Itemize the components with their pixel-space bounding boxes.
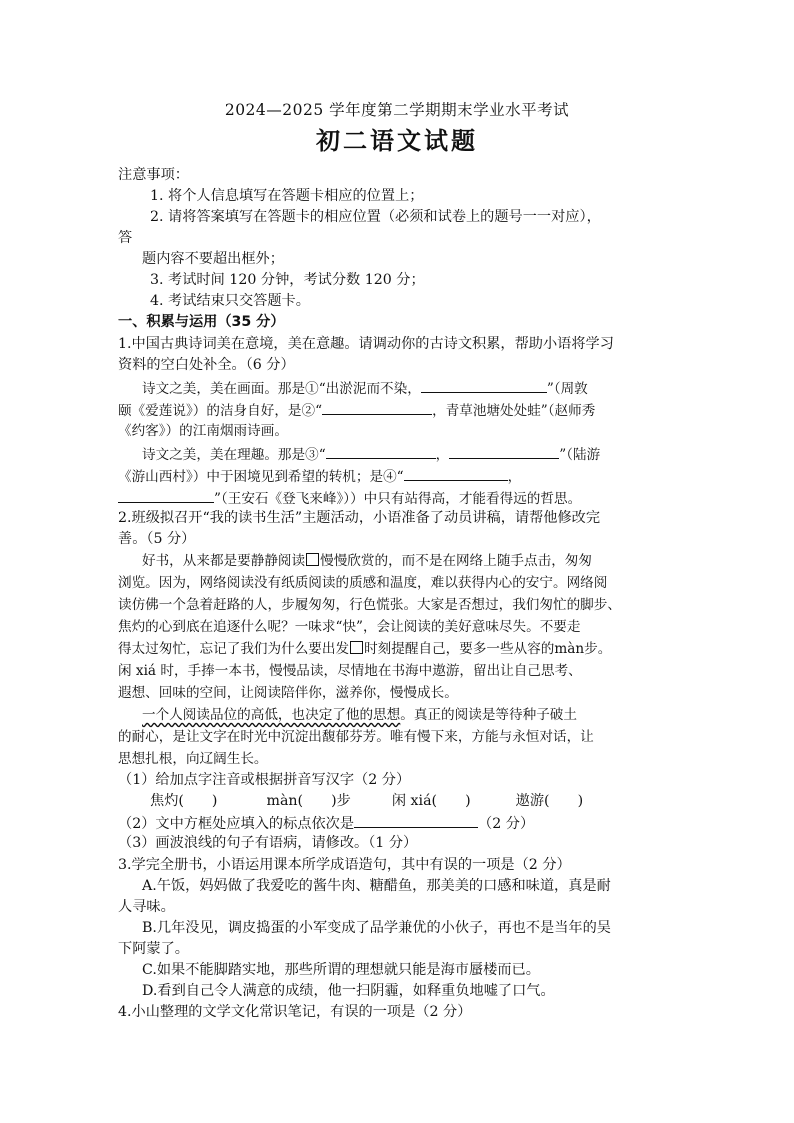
answer-blank-punctuation[interactable] (354, 813, 478, 828)
subject-title: 初二语文试题 (316, 127, 478, 155)
q2-sub1-items (150, 792, 710, 810)
q3-option-a-line2: 人寻味。 (118, 899, 175, 915)
q1-p1-line3: 《约客》）的江南烟雨诗画。 (118, 423, 288, 439)
section-1-heading: 一、积累与运用（35 分） (118, 314, 285, 330)
note-item-1: 1. 将个人信息填写在答题卡相应的位置上； (150, 188, 424, 204)
q1-p2-text-f: ”（王安石《登飞来峰》））中只有站得高，才能看得远的哲思。 (214, 491, 582, 507)
q2-passage-line3: 读仿佛一个急着赶路的人，步履匆匆，行色慌张。大家是否想过，我们匆忙的脚步、 (118, 597, 621, 613)
note-item-4: 4. 考试结束只交答题卡。 (150, 293, 310, 309)
q3-option-b-line2: 下阿蒙了。 (118, 941, 189, 957)
q2-passage-line9: 的耐心，是让文字在时光中沉淀出馥郁芬芳。唯有慢下来，方能与永恒对话，让 (118, 729, 594, 745)
q1-p2-text-d: 《游山西村》）中于困境见到希望的转机；是④“ (118, 469, 404, 485)
q2-sub1: （1）给加点字注音或根据拼音写汉字（2 分） (118, 772, 411, 788)
q2-passage-text-1a: 好书，从来都是要静静阅读 (142, 553, 306, 569)
q2-sub1-item-c: 闲 xiá( (391, 793, 438, 809)
answer-blank-1[interactable] (421, 378, 547, 393)
q2-passage-text-1b: 慢慢欣赏的，而不是在网络上随手点击，匆匆 (320, 553, 592, 569)
q3-option-a-line1: A.午饭，妈妈做了我爱吃的酱牛肉、糖醋鱼，那美美的口感和味道，真是耐 (142, 878, 611, 894)
q1-stem-line2: 资料的空白处补全。（6 分） (118, 357, 295, 373)
q2-sub2-text-a: （2）文中方框处应填入的标点依次是 (118, 816, 355, 832)
q1-p1-text-c: 颐《爱莲说》）的洁身自好，是②“ (118, 403, 323, 419)
q2-sub1-item-a: 焦灼( (150, 793, 184, 809)
q2-sub1-item-d: 遨游( (515, 793, 550, 809)
answer-blank-3a[interactable] (326, 444, 436, 459)
q2-stem-line2: 善。（5 分） (118, 531, 196, 547)
answer-blank-3b[interactable] (449, 444, 559, 459)
note-item-3: 3. 考试时间 120 分钟，考试分数 120 分； (150, 272, 425, 288)
q2-passage-line10: 思想扎根，向辽阔生长。 (118, 751, 268, 767)
q3-option-b-line1: B.几年没见，调皮捣蛋的小军变成了品学兼优的小伙子，再也不是当年的吴 (142, 920, 611, 936)
q4-stem: 4.小山整理的文学文化常识笔记，有误的一项是（2 分） (118, 1004, 472, 1020)
punctuation-box-1 (306, 553, 319, 566)
exam-title: 2024—2025 学年度第二学期期末学业水平考试 (224, 101, 570, 119)
q2-passage-line2: 浏览。因为，网络阅读没有纸质阅读的质感和温度，难以获得内心的安宁。网络阅 (118, 575, 608, 591)
q2-passage-line1 (142, 552, 702, 570)
q2-passage-line7: 遐想、回味的空间，让阅读陪伴你，滋养你，慢慢成长。 (118, 685, 458, 701)
q1-p1-text-a: 诗文之美，美在画面。那是①“出淤泥而不染， (142, 381, 421, 397)
punctuation-box-2 (350, 641, 363, 654)
note-item-2-wrap: 答 (118, 230, 133, 246)
q1-p2-line3 (118, 488, 678, 508)
notes-heading: 注意事项： (118, 167, 189, 183)
q1-p1-text-b: ”（周敦 (546, 381, 588, 397)
note-item-2-cont: 题内容不要超出框外； (142, 251, 284, 267)
q2-passage-line4: 焦灼的心到底在追逐什么呢？一味求“快”，会让阅读的美好意味尽失。不要走 (118, 619, 581, 635)
q2-sub1-item-d-close: ) (577, 793, 584, 809)
q1-p1-line2 (118, 400, 678, 420)
note-item-2: 2. 请将答案填写在答题卡的相应位置（必须和试卷上的题号一一对应）， (150, 209, 601, 225)
wavy-sentence: 一个人阅读品位的高低，也决定了他的思想 (142, 707, 401, 723)
q2-passage-line6: 闲 xiá 时，手捧一本书，慢慢品读，尽情地在书海中遨游，留出让自己思考、 (118, 663, 582, 679)
q2-passage-text-5a: 得太过匆忙，忘记了我们为什么要出发 (118, 641, 350, 657)
q2-passage-text-5b: 时刻提醒自己，要多一些从容的màn步。 (364, 641, 612, 657)
q1-p2-text-b: ， (435, 447, 450, 463)
q2-sub1-item-a-close: ) (211, 793, 218, 809)
q1-p1-text-d: ，青草池塘处处蛙”（赵师秀 (432, 403, 596, 419)
q1-p2-text-e: ， (507, 469, 522, 485)
q2-passage-line5 (118, 640, 678, 658)
q1-p2-text-c: ”（陆游 (559, 447, 601, 463)
q1-p2-line1 (142, 444, 702, 464)
q3-option-c: C.如果不能脚踏实地，那些所谓的理想就只能是海市蜃楼而已。 (142, 962, 540, 978)
q2-sub1-item-c-close: ) (465, 793, 471, 809)
q2-sub1-item-b-close: )步 (331, 793, 351, 809)
q1-stem-line1: 1.中国古典诗词美在意境，美在意趣。请调动你的古诗文积累，帮助小语将学习 (118, 336, 614, 352)
answer-blank-4a[interactable] (404, 466, 508, 481)
q1-p2-text-a: 诗文之美，美在理趣。那是③“ (142, 447, 326, 463)
q2-stem-line1: 2.班级拟召开“我的读书生活”主题活动，小语准备了动员讲稿，请帮他修改完 (118, 510, 601, 526)
q3-stem: 3.学完全册书，小语运用课本所学成语造句，其中有误的一项是（2 分） (118, 857, 571, 873)
answer-blank-2[interactable] (322, 400, 432, 415)
q2-passage-line8 (142, 706, 702, 724)
q2-sub1-item-b: màn( (266, 793, 304, 809)
q2-sub2-text-b: （2 分） (478, 816, 535, 832)
q2-sub3: （3）画波浪线的句子有语病，请修改。（1 分） (118, 835, 418, 851)
q2-sub2 (118, 813, 678, 833)
q3-option-d: D.看到自己令人满意的成绩，他一扫阴霾，如释重负地嘘了口气。 (142, 983, 555, 999)
answer-blank-4b[interactable] (118, 488, 214, 503)
q1-p1-line1 (142, 378, 702, 398)
q2-passage-text-8b: 。真正的阅读是等待种子破土 (400, 707, 577, 723)
q1-p2-line2 (118, 466, 678, 486)
